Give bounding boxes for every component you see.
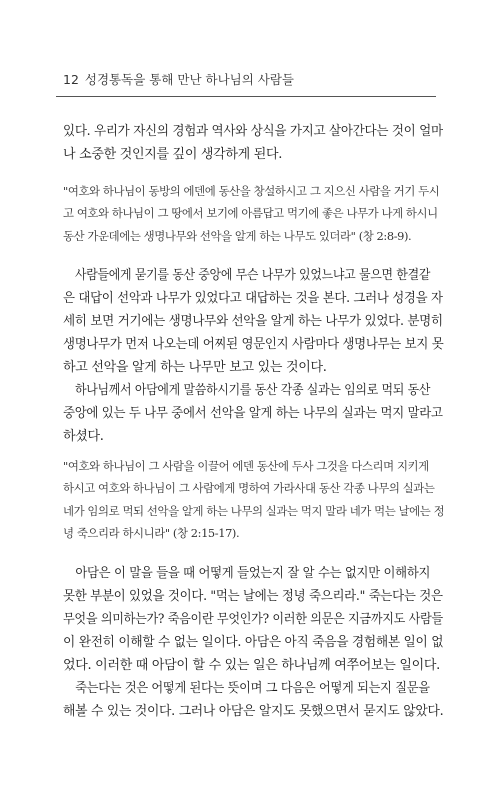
quote-line: "여호와 하나님이 그 사람을 이끌어 에덴 동산에 두사 그것을 다스리며 지키게 [63, 459, 429, 473]
paragraph-3 [63, 379, 443, 448]
scripture-quote-1 [63, 180, 443, 247]
text-line: 이 완전히 이해할 수 없는 일이다. 아담은 아직 죽음을 경험해본 일이 없 [63, 635, 444, 650]
scripture-quote-2 [63, 455, 443, 545]
text-line: 아담은 이 말을 들을 때 어떻게 들었는지 잘 알 수는 없지만 이해하지 [75, 566, 431, 581]
text-line: 무엇을 의미하는가? 죽음이란 무엇인가? 이러한 의문은 지금까지도 사람들 [63, 612, 443, 627]
text-line: 하셨다. [63, 429, 104, 444]
quote-line: 네가 임의로 먹되 선악을 알게 하는 나무의 실과는 먹지 말라 네가 먹는 날에는 정 [63, 503, 445, 518]
header-rule [56, 96, 436, 97]
text-line: 중앙에 있는 두 나무 중에서 선악을 알게 하는 나무의 실과는 먹지 말라고 [63, 406, 443, 421]
quote-line: "여호와 하나님이 동방의 에덴에 동산을 창설하시고 그 지으신 사람을 거기 두시 [63, 184, 440, 198]
quote-line: 녕 죽으리라 하시니라" (창 2:15-17). [63, 526, 240, 541]
book-title: 성경통독을 통해 만난 하나님의 사람들 [84, 72, 295, 87]
text-line: 은 대답이 선악과 나무가 있었다고 대답하는 것을 본다. 그러나 성경을 자 [63, 291, 443, 306]
quote-line: 하시고 여호와 하나님이 그 사람에게 명하여 가라사대 동산 각종 나무의 실과는 [63, 481, 435, 496]
paragraph-4 [63, 562, 443, 677]
paragraph-5 [63, 677, 443, 723]
text-line: 해볼 수 있는 것이다. 그러나 아담은 알지도 못했으면서 묻지도 않았다. [63, 704, 444, 719]
text-line: 못한 부분이 있었을 것이다. "먹는 날에는 정녕 죽으리라." 죽는다는 것은 [63, 589, 443, 604]
running-header [63, 70, 294, 88]
text-line: 었다. 이러한 때 아담이 할 수 있는 일은 하나님께 여쭈어보는 일이다. [63, 658, 440, 673]
text-line: 나 소중한 것인지를 깊이 생각하게 된다. [63, 147, 283, 162]
text-line: 죽는다는 것은 어떻게 된다는 뜻이며 그 다음은 어떻게 되는지 질문을 [75, 681, 430, 696]
page-number: 12 [63, 72, 79, 87]
paragraph-1 [63, 120, 443, 166]
paragraph-2 [63, 264, 443, 379]
text-line: 하고 선악을 알게 하는 나무만 보고 있는 것이다. [63, 360, 327, 375]
text-line: 세히 보면 거기에는 생명나무와 선악을 알게 하는 나무가 있었다. 분명히 [63, 314, 443, 329]
text-line: 있다. 우리가 자신의 경험과 역사와 상식을 가지고 살아간다는 것이 얼마 [63, 124, 443, 139]
quote-line: 동산 가운데에는 생명나무와 선악을 알게 하는 나무도 있더라" (창 2:8-9). [63, 228, 412, 243]
text-line: 생명나무가 먼저 나오는데 어찌된 영문인지 사람마다 생명나무는 보지 못 [63, 337, 444, 352]
text-line: 사람들에게 묻기를 동산 중앙에 무슨 나무가 있었느냐고 물으면 한결같 [74, 268, 431, 283]
quote-line: 고 여호와 하나님이 그 땅에서 보기에 아름답고 먹기에 좋은 나무가 나게 하시니 [63, 206, 438, 221]
text-line: 하나님께서 아담에게 말씀하시기를 동산 각종 실과는 임의로 먹되 동산 [74, 383, 431, 398]
